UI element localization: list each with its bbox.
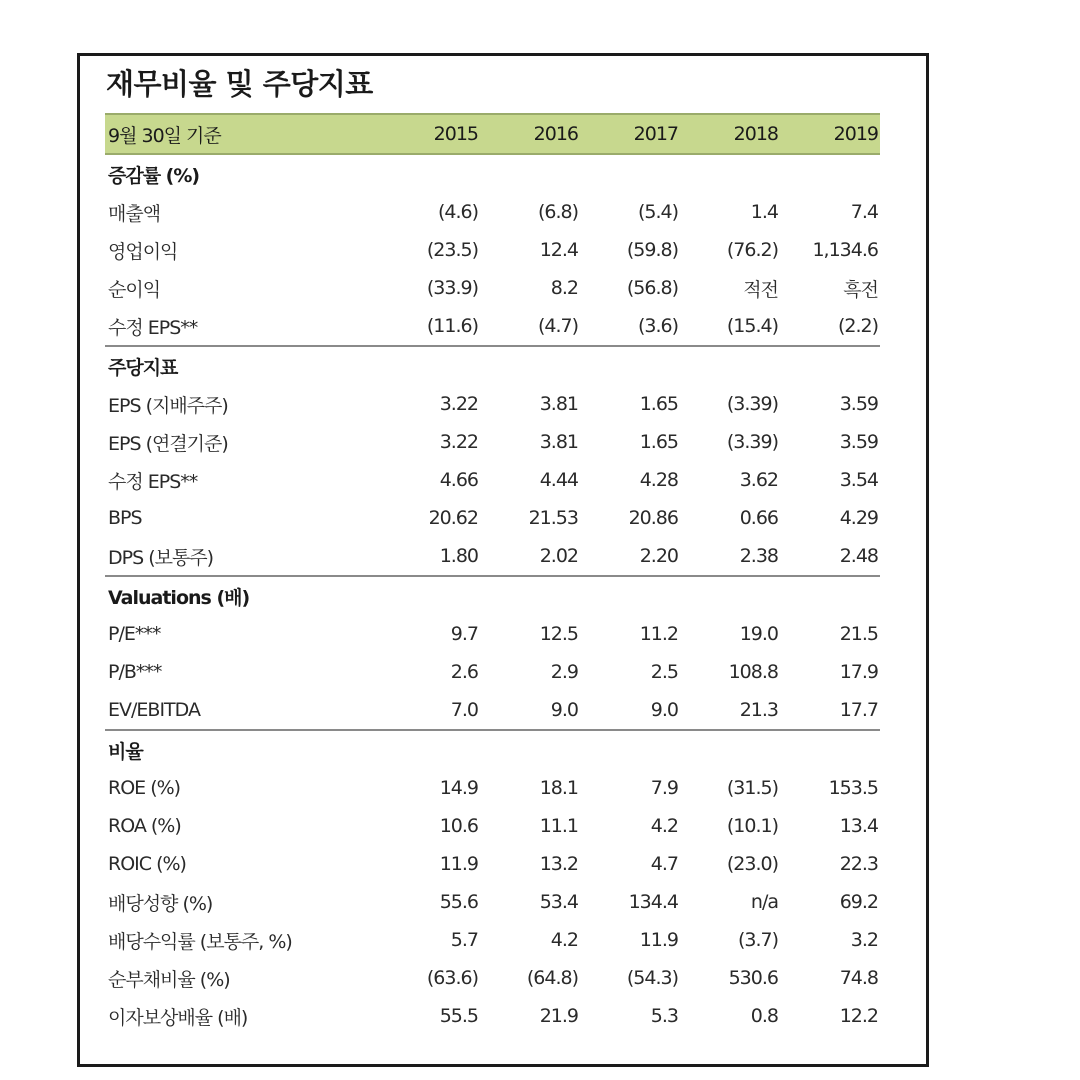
cell-value: 19.0 [739,623,778,645]
table-row [105,307,880,346]
cell-value: 2.20 [580,537,680,576]
cell-value: (33.9) [426,277,478,299]
table-row [105,193,880,231]
row-label: 수정 EPS** [108,470,198,493]
section-title: Valuations (배) [108,586,250,609]
cell-value: 2.9 [550,661,578,683]
cell-value: (63.6) [426,967,478,989]
page-title: 재무비율 및 주당지표 [106,67,373,101]
cell-value: 21.3 [680,691,780,730]
row-label: EPS (지배주주) [108,394,228,417]
section-header-row [105,154,880,193]
cell-value: (15.4) [680,307,780,346]
table-body [105,154,880,1035]
cell-value: 2.6 [450,661,478,683]
table-row [105,499,880,537]
cell-value: (4.7) [480,307,580,346]
table-row [105,615,880,653]
cell-value: 12.2 [839,1005,878,1027]
cell-value: 10.6 [439,815,478,837]
cell-value: 55.5 [439,1005,478,1027]
cell-value: 적전 [743,278,778,301]
cell-value: 1.4 [750,201,778,223]
cell-value: 12.4 [539,239,578,261]
row-label: EPS (연결기준) [108,432,228,455]
cell-value: (3.6) [580,307,680,346]
cell-value: 21.9 [539,1005,578,1027]
cell-value: 8.2 [550,277,578,299]
cell-value: 5.7 [450,929,478,951]
cell-value: 3.2 [850,929,878,951]
cell-value: 3.22 [439,393,478,415]
cell-value: 20.86 [628,507,678,529]
cell-value: 2.02 [480,537,580,576]
cell-value: 2.38 [680,537,780,576]
cell-value: 7.4 [850,201,878,223]
cell-value: 53.4 [539,891,578,913]
cell-value: 21.53 [528,507,578,529]
cell-value: 1.80 [380,537,480,576]
header-year: 2015 [380,114,480,154]
cell-value: (56.8) [626,277,678,299]
cell-value: n/a [750,891,778,913]
cell-value: (6.8) [537,201,578,223]
section-title: 주당지표 [108,356,178,379]
cell-value: 13.2 [539,853,578,875]
cell-value: (23.0) [726,853,778,875]
cell-value: (4.6) [437,201,478,223]
cell-value: 3.81 [539,393,578,415]
row-label: P/B*** [108,661,162,683]
section-header-row [105,576,880,615]
cell-value: 153.5 [828,777,878,799]
table-row [105,807,880,845]
table-row [105,653,880,691]
cell-value: 4.66 [439,469,478,491]
cell-value: (2.2) [780,307,880,346]
header-year: 2016 [480,114,580,154]
cell-value: 11.9 [439,853,478,875]
row-label: BPS [108,507,142,529]
cell-value: 17.7 [780,691,880,730]
cell-value: 74.8 [839,967,878,989]
row-label: DPS (보통주) [105,537,380,576]
cell-value: 9.7 [450,623,478,645]
cell-value: 4.2 [650,815,678,837]
cell-value: 11.2 [639,623,678,645]
table-row [105,423,880,461]
section-title: 비율 [108,740,143,763]
section-title: 증감률 (%) [108,164,200,187]
row-label: 순부채비율 (%) [108,968,230,991]
cell-value: 4.29 [839,507,878,529]
cell-value: (76.2) [726,239,778,261]
header-year: 2018 [680,114,780,154]
cell-value: 108.8 [728,661,778,683]
table-header [105,114,880,154]
cell-value: 4.2 [550,929,578,951]
cell-value: (10.1) [726,815,778,837]
cell-value: 5.3 [650,1005,678,1027]
cell-value: 21.5 [839,623,878,645]
cell-value: 4.44 [539,469,578,491]
table-row [105,959,880,997]
section-header-row [105,730,880,769]
table-row [105,537,880,576]
section-header-row [105,346,880,385]
cell-value: 3.54 [839,469,878,491]
cell-value: 11.1 [539,815,578,837]
cell-value: 13.4 [839,815,878,837]
row-label: 배당수익률 (보통주, %) [108,930,292,953]
cell-value: 9.0 [480,691,580,730]
cell-value: (64.8) [526,967,578,989]
cell-value: 흑전 [843,278,878,301]
cell-value: 17.9 [839,661,878,683]
cell-value: 7.9 [650,777,678,799]
row-label: EV/EBITDA [105,691,380,730]
header-basis-label: 9월 30일 기준 [105,114,380,154]
cell-value: 4.28 [639,469,678,491]
cell-value: (3.39) [726,393,778,415]
cell-value: (59.8) [626,239,678,261]
cell-value: 4.7 [650,853,678,875]
table-row [105,691,880,730]
row-label: 배당성향 (%) [108,892,213,915]
row-label: 수정 EPS** [105,307,380,346]
cell-value: 3.22 [439,431,478,453]
header-year: 2019 [780,114,880,154]
header-row [105,114,880,154]
cell-value: 530.6 [728,967,778,989]
cell-value: 7.0 [380,691,480,730]
row-label: ROE (%) [108,777,181,799]
financial-ratios-table [105,113,880,1035]
cell-value: 2.5 [650,661,678,683]
row-label: 이자보상배율 (배) [108,1006,248,1029]
cell-value: 1.65 [639,431,678,453]
table-row [105,769,880,807]
cell-value: (31.5) [726,777,778,799]
table-row [105,845,880,883]
cell-value: 20.62 [428,507,478,529]
table-row [105,921,880,959]
cell-value: 1.65 [639,393,678,415]
row-label: ROA (%) [108,815,181,837]
cell-value: (54.3) [626,967,678,989]
cell-value: 1,134.6 [812,239,878,261]
cell-value: 0.8 [750,1005,778,1027]
cell-value: (23.5) [426,239,478,261]
cell-value: (3.7) [737,929,778,951]
cell-value: 3.59 [839,393,878,415]
table-row [105,883,880,921]
row-label: ROIC (%) [108,853,186,875]
cell-value: 134.4 [628,891,678,913]
cell-value: 22.3 [839,853,878,875]
cell-value: 3.62 [739,469,778,491]
row-label: 매출액 [108,202,161,225]
cell-value: 3.81 [539,431,578,453]
row-label: 영업이익 [108,240,178,263]
cell-value: 0.66 [739,507,778,529]
row-label: P/E*** [108,623,161,645]
table-row [105,997,880,1035]
cell-value: (3.39) [726,431,778,453]
cell-value: 12.5 [539,623,578,645]
cell-value: 14.9 [439,777,478,799]
row-label: 순이익 [108,278,161,301]
cell-value: (11.6) [380,307,480,346]
table-row [105,461,880,499]
cell-value: 18.1 [539,777,578,799]
cell-value: 2.48 [780,537,880,576]
cell-value: 55.6 [439,891,478,913]
table-row [105,269,880,307]
cell-value: 9.0 [580,691,680,730]
cell-value: 69.2 [839,891,878,913]
cell-value: (5.4) [637,201,678,223]
table-row [105,385,880,423]
table-row [105,231,880,269]
cell-value: 3.59 [839,431,878,453]
cell-value: 11.9 [639,929,678,951]
header-year: 2017 [580,114,680,154]
